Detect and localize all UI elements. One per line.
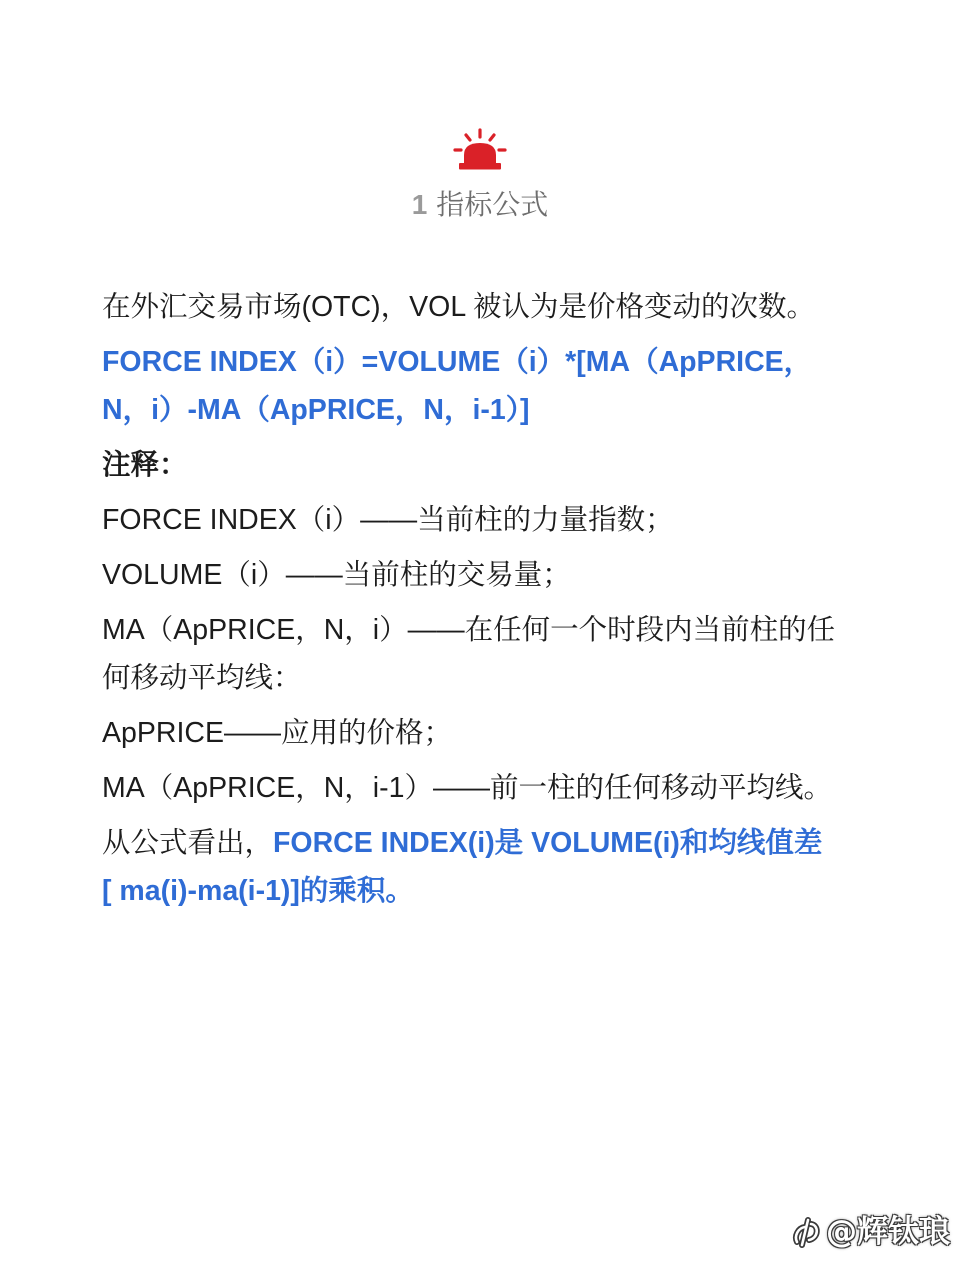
section-number: 1: [411, 189, 428, 220]
watermark-handle: @辉钛琅: [826, 1214, 950, 1250]
formula-line: N，i）-MA（ApPRICE，N，i-1）]: [102, 394, 530, 426]
note-item: [102, 496, 902, 544]
note-item-text: ApPRICE——应用的价格；: [102, 717, 452, 749]
note-item-text: MA（ApPRICE，N，i）——在任何一个时段内当前柱的任: [102, 614, 836, 646]
formula-line: FORCE INDEX（i）=VOLUME（i）*[MA（ApPRICE，: [102, 346, 813, 378]
watermark: [790, 1208, 950, 1256]
intro-text: 在外汇交易市场(OTC)，VOL 被认为是价格变动的次数。: [102, 291, 816, 323]
note-item-text: 何移动平均线：: [102, 662, 302, 694]
intro-paragraph: [102, 283, 902, 331]
notes-heading: [102, 441, 902, 489]
conclusion-lead: 从公式看出，: [102, 827, 274, 859]
alarm-light-icon-graphic: [452, 128, 508, 172]
conclusion-highlight: [ ma(i)-ma(i-1)]的乘积。: [102, 875, 414, 907]
formula: [102, 338, 902, 434]
note-item: [102, 709, 902, 757]
watermark-logo-icon-graphic: [790, 1215, 824, 1249]
note-item: [102, 551, 902, 599]
note-item: [102, 606, 902, 702]
note-item: [102, 764, 902, 812]
section-heading: [0, 185, 960, 225]
notes-heading-text: 注释：: [102, 449, 188, 481]
article-body: [102, 283, 902, 922]
note-item-text: VOLUME（i）——当前柱的交易量；: [102, 559, 571, 591]
conclusion-highlight: FORCE INDEX(i)是 VOLUME(i)和均线值差: [273, 827, 823, 859]
conclusion-line: [102, 819, 902, 867]
conclusion-paragraph: [102, 819, 902, 915]
note-item-text: MA（ApPRICE，N，i-1）——前一柱的任何移动平均线。: [102, 772, 832, 804]
watermark-logo-icon: [790, 1215, 824, 1249]
note-item-text: FORCE INDEX（i）——当前柱的力量指数；: [102, 504, 674, 536]
alarm-light-icon: [452, 128, 508, 172]
section-title: 指标公式: [436, 189, 549, 220]
